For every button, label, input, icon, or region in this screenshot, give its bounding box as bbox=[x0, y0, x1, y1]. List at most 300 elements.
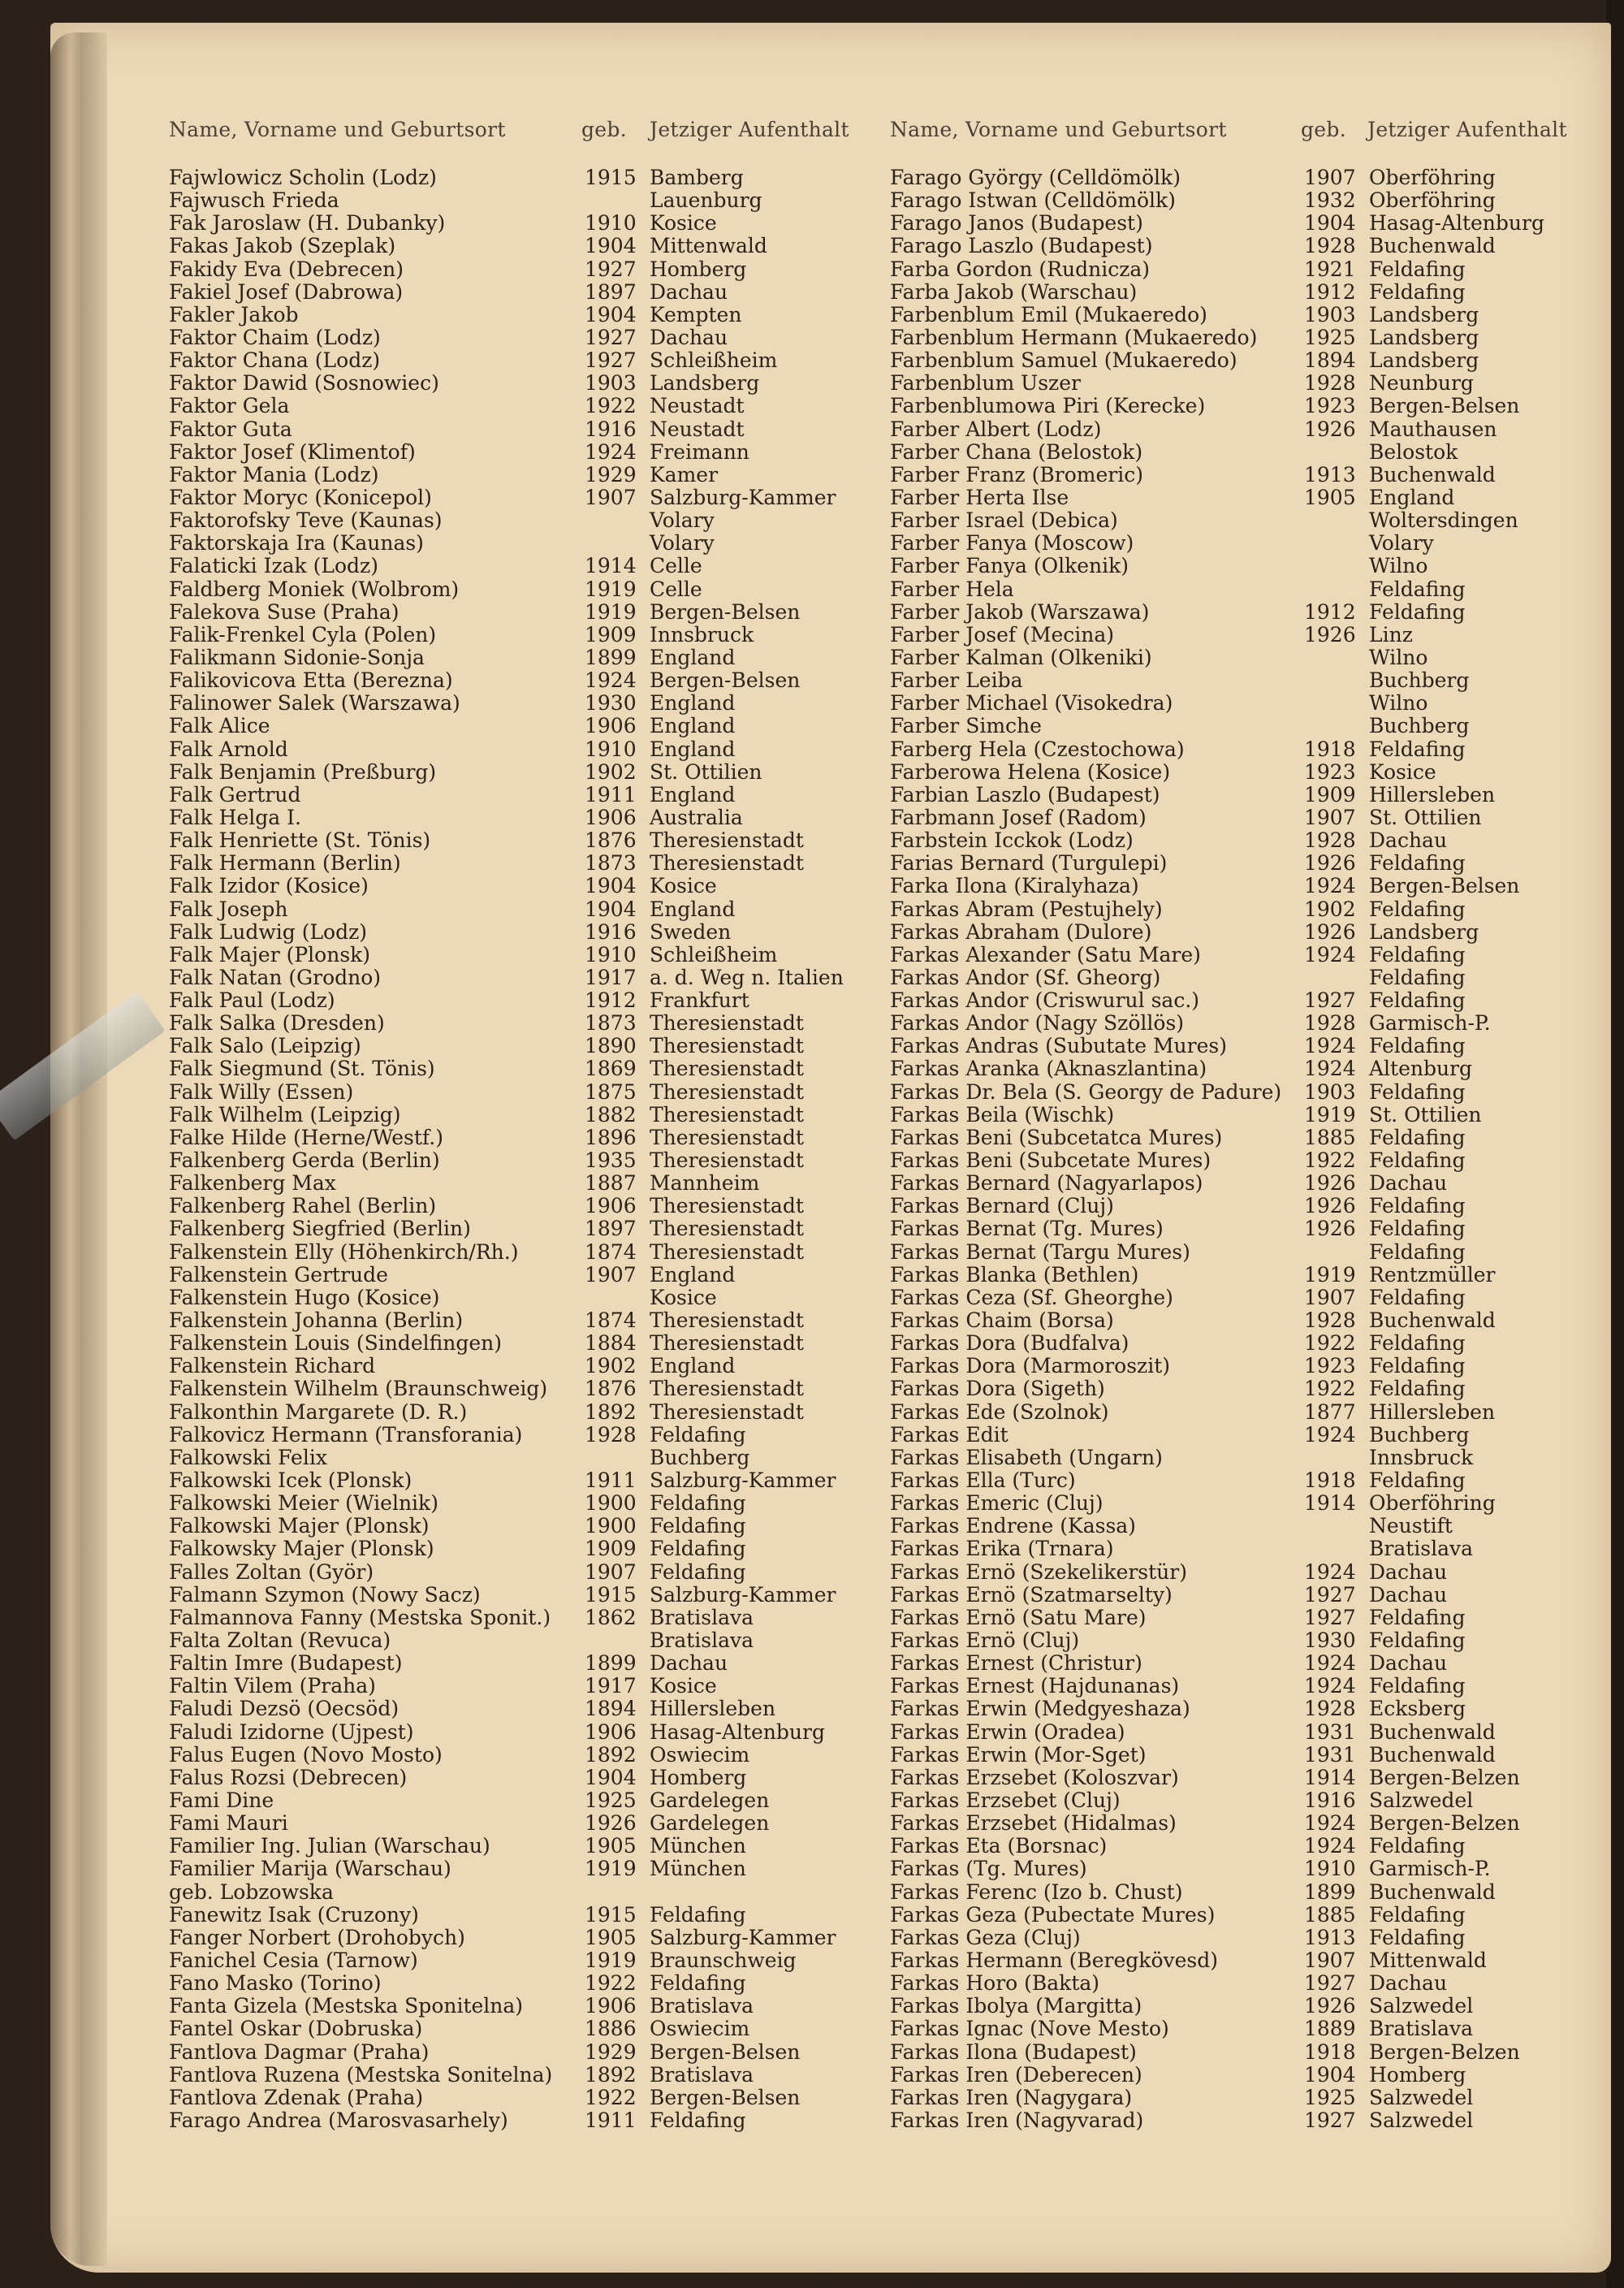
entry-current-residence: Feldafing bbox=[1369, 1034, 1466, 1058]
list-item bbox=[890, 1218, 1624, 1240]
entry-name: Farkas Geza (Pubectate Mures) bbox=[890, 1902, 1216, 1927]
entry-name: Faludi Izidorne (Ujpest) bbox=[169, 1719, 414, 1744]
entry-current-residence: Theresienstadt bbox=[650, 1011, 804, 1036]
entry-name: Falkowsky Majer (Plonsk) bbox=[169, 1537, 434, 1561]
list-item bbox=[890, 1378, 1624, 1400]
entry-current-residence: Feldafing bbox=[1369, 1834, 1466, 1858]
list-item bbox=[890, 1949, 1624, 1972]
list-item bbox=[169, 281, 916, 304]
entry-birth-year: 1907 bbox=[585, 1559, 637, 1584]
list-item bbox=[890, 167, 1624, 189]
entry-current-residence: Bergen-Belsen bbox=[650, 599, 801, 624]
entry-birth-year: 1909 bbox=[585, 622, 637, 647]
entry-current-residence: Mauthausen bbox=[1369, 417, 1497, 441]
entry-name: Faktor Dawid (Sosnowiec) bbox=[169, 371, 439, 396]
list-item bbox=[169, 235, 916, 257]
entry-birth-year: 1926 bbox=[585, 1811, 637, 1836]
entry-current-residence: Feldafing bbox=[1369, 1902, 1466, 1927]
entry-current-residence: Feldafing bbox=[650, 1902, 746, 1927]
list-item bbox=[169, 1607, 916, 1629]
entry-birth-year: 1925 bbox=[1304, 325, 1356, 349]
entry-name: Farkas Erwin (Mor-Sget) bbox=[890, 1742, 1147, 1767]
list-item bbox=[169, 761, 916, 784]
entry-current-residence: Feldafing bbox=[1369, 1148, 1466, 1173]
entry-name: Falmann Szymon (Nowy Sacz) bbox=[169, 1582, 481, 1607]
entry-current-residence: Theresienstadt bbox=[650, 1148, 804, 1173]
entry-name: Farkas Elisabeth (Ungarn) bbox=[890, 1445, 1163, 1469]
list-item bbox=[169, 1698, 916, 1720]
entry-name: Farkas Andor (Sf. Gheorg) bbox=[890, 965, 1161, 989]
list-item bbox=[890, 578, 1624, 601]
entry-birth-year: 1927 bbox=[1304, 1971, 1356, 1996]
list-item bbox=[169, 1927, 916, 1949]
entry-current-residence: England bbox=[650, 737, 736, 761]
list-item bbox=[169, 304, 916, 327]
list-item bbox=[890, 1264, 1624, 1287]
entry-birth-year: 1913 bbox=[1304, 462, 1356, 487]
list-item bbox=[890, 1447, 1624, 1469]
entry-current-residence: England bbox=[650, 714, 736, 738]
entry-name: Farkas Ernö (Szekelikerstür) bbox=[890, 1559, 1187, 1584]
list-item bbox=[169, 258, 916, 281]
list-item bbox=[169, 1035, 916, 1057]
entry-current-residence: Garmisch-P. bbox=[1369, 1857, 1491, 1881]
entry-birth-year: 1914 bbox=[1304, 1765, 1356, 1789]
list-item bbox=[890, 1195, 1624, 1218]
entry-birth-year: 1929 bbox=[585, 2039, 637, 2064]
list-item bbox=[890, 1149, 1624, 1172]
list-item bbox=[169, 189, 916, 212]
entry-current-residence: Feldafing bbox=[1369, 1468, 1466, 1493]
entry-current-residence: Theresienstadt bbox=[650, 1079, 804, 1104]
entry-name: Farber Albert (Lodz) bbox=[890, 417, 1102, 441]
entry-name: Falk Majer (Plonsk) bbox=[169, 942, 371, 967]
entry-current-residence: Theresienstadt bbox=[650, 851, 804, 876]
entry-birth-year: 1907 bbox=[1304, 1285, 1356, 1309]
list-item bbox=[169, 2018, 916, 2040]
list-item bbox=[890, 2109, 1624, 2132]
list-item bbox=[890, 1835, 1624, 1858]
entry-current-residence: Bergen-Belsen bbox=[1369, 874, 1520, 898]
list-item bbox=[890, 1584, 1624, 1607]
list-item bbox=[890, 898, 1624, 921]
entry-current-residence: Feldafing bbox=[650, 2108, 746, 2132]
entry-current-residence: Bergen-Belzen bbox=[1369, 1765, 1520, 1789]
entry-name: Falkenstein Hugo (Kosice) bbox=[169, 1285, 440, 1309]
entry-name: Farkas Erzsebet (Koloszvar) bbox=[890, 1765, 1179, 1789]
list-item bbox=[890, 1424, 1624, 1447]
list-item bbox=[890, 532, 1624, 555]
entry-current-residence: Wilno bbox=[1369, 691, 1428, 716]
entry-name: Fami Mauri bbox=[169, 1811, 288, 1836]
entry-birth-year: 1916 bbox=[585, 417, 637, 441]
entry-name: Farber Michael (Visokedra) bbox=[890, 691, 1173, 716]
entry-current-residence: Salzburg-Kammer bbox=[650, 485, 836, 509]
list-item bbox=[169, 1949, 916, 1972]
entry-birth-year: 1922 bbox=[585, 394, 637, 418]
entry-birth-year: 1917 bbox=[585, 1674, 637, 1698]
entry-birth-year: 1889 bbox=[1304, 2017, 1356, 2041]
entry-current-residence: Hasag-Altenburg bbox=[1369, 211, 1544, 236]
list-item bbox=[890, 1401, 1624, 1424]
entry-birth-year: 1927 bbox=[1304, 2108, 1356, 2132]
entry-current-residence: Mittenwald bbox=[650, 234, 767, 258]
entry-current-residence: Feldafing bbox=[650, 1491, 746, 1516]
list-item bbox=[169, 624, 916, 647]
entry-birth-year: 1907 bbox=[1304, 166, 1356, 189]
entry-current-residence: Braunschweig bbox=[650, 1948, 797, 1972]
entry-name: Farkas Horo (Bakta) bbox=[890, 1971, 1100, 1996]
entry-name: Faktor Gela bbox=[169, 394, 290, 418]
entry-name: Falk Joseph bbox=[169, 897, 288, 921]
entry-birth-year: 1915 bbox=[585, 166, 637, 189]
list-item bbox=[890, 1858, 1624, 1880]
entry-current-residence: Kamer bbox=[650, 462, 719, 487]
entry-birth-year: 1902 bbox=[585, 759, 637, 784]
list-item bbox=[169, 1012, 916, 1035]
entry-birth-year: 1906 bbox=[585, 1194, 637, 1218]
entry-current-residence: Feldafing bbox=[1369, 257, 1466, 281]
entry-current-residence: Salzburg-Kammer bbox=[650, 1582, 836, 1607]
list-item bbox=[890, 1332, 1624, 1355]
entry-name: Falk Paul (Lodz) bbox=[169, 988, 335, 1013]
entry-name: Farkas Erzsebet (Cluj) bbox=[890, 1788, 1121, 1812]
list-item bbox=[169, 327, 916, 349]
entry-current-residence: Feldafing bbox=[1369, 1377, 1466, 1401]
list-item bbox=[169, 1081, 916, 1104]
list-item bbox=[890, 2041, 1624, 2064]
entry-name: Farkas Dora (Budfalva) bbox=[890, 1331, 1129, 1356]
entry-name: Falkowski Majer (Plonsk) bbox=[169, 1514, 430, 1538]
list-item bbox=[890, 1172, 1624, 1195]
entry-name: Faktor Mania (Lodz) bbox=[169, 462, 379, 487]
entry-name: Fak Jaroslaw (H. Dubanky) bbox=[169, 211, 446, 236]
entry-name: Falk Ludwig (Lodz) bbox=[169, 919, 368, 944]
list-item bbox=[169, 1057, 916, 1080]
entry-birth-year: 1928 bbox=[1304, 234, 1356, 258]
list-item bbox=[890, 235, 1624, 257]
entry-current-residence: München bbox=[650, 1857, 746, 1881]
entry-birth-year: 1923 bbox=[1304, 1354, 1356, 1378]
entry-current-residence: Theresienstadt bbox=[650, 1034, 804, 1058]
entry-name: Falikovicova Etta (Berezna) bbox=[169, 668, 453, 693]
entry-name: Farkas Dora (Marmoroszit) bbox=[890, 1354, 1170, 1378]
entry-birth-year: 1927 bbox=[585, 257, 637, 281]
entry-birth-year: 1910 bbox=[585, 942, 637, 967]
entry-name: Falkowski Felix bbox=[169, 1445, 327, 1469]
entry-name: Farber Chana (Belostok) bbox=[890, 439, 1143, 464]
entry-birth-year: 1887 bbox=[585, 1171, 637, 1196]
entry-birth-year: 1904 bbox=[585, 874, 637, 898]
entry-birth-year: 1900 bbox=[585, 1514, 637, 1538]
entry-name: Farber Fanya (Olkenik) bbox=[890, 554, 1129, 578]
entry-birth-year: 1894 bbox=[585, 1697, 637, 1721]
entry-current-residence: Theresienstadt bbox=[650, 1377, 804, 1401]
entry-birth-year: 1904 bbox=[1304, 211, 1356, 236]
entry-name: Familier Ing. Julian (Warschau) bbox=[169, 1834, 490, 1858]
list-item bbox=[890, 2018, 1624, 2040]
entry-birth-year: 1892 bbox=[585, 2062, 637, 2087]
entry-name: Farkas Iren (Deberecen) bbox=[890, 2062, 1142, 2087]
entry-current-residence: Theresienstadt bbox=[650, 1239, 804, 1264]
entry-current-residence: Salzwedel bbox=[1369, 2108, 1474, 2132]
list-item bbox=[169, 395, 916, 417]
list-item bbox=[890, 715, 1624, 737]
list-item bbox=[169, 1904, 916, 1927]
list-item bbox=[169, 1172, 916, 1195]
list-item bbox=[890, 1698, 1624, 1720]
list-item bbox=[890, 1607, 1624, 1629]
entry-birth-year: 1917 bbox=[585, 965, 637, 989]
list-item bbox=[890, 692, 1624, 715]
entry-birth-year: 1904 bbox=[1304, 2062, 1356, 2087]
entry-name: Fantlova Ruzena (Mestska Sonitelna) bbox=[169, 2062, 553, 2087]
list-item bbox=[169, 2109, 916, 2132]
entry-current-residence: England bbox=[1369, 485, 1455, 509]
entry-name: Farkas Ede (Szolnok) bbox=[890, 1399, 1109, 1424]
entry-name: Farkas Bernat (Targu Mures) bbox=[890, 1239, 1190, 1264]
entry-current-residence: Dachau bbox=[1369, 828, 1448, 853]
entry-birth-year: 1918 bbox=[1304, 2039, 1356, 2064]
entry-birth-year: 1931 bbox=[1304, 1742, 1356, 1767]
entry-current-residence: Hillersleben bbox=[1369, 782, 1496, 807]
list-item bbox=[890, 967, 1624, 989]
list-item bbox=[169, 1492, 916, 1515]
entry-name: Farkas Ilona (Budapest) bbox=[890, 2039, 1137, 2064]
entry-birth-year: 1902 bbox=[1304, 897, 1356, 921]
entry-name: Falk Izidor (Kosice) bbox=[169, 874, 369, 898]
list-item bbox=[890, 1104, 1624, 1127]
entry-current-residence: Bratislava bbox=[650, 1605, 754, 1629]
entry-birth-year: 1928 bbox=[585, 1422, 637, 1447]
entry-current-residence: Landsberg bbox=[650, 371, 760, 396]
list-item bbox=[169, 1721, 916, 1744]
entry-name: Farkas Ella (Turc) bbox=[890, 1468, 1076, 1493]
entry-birth-year: 1906 bbox=[585, 714, 637, 738]
entry-current-residence: Theresienstadt bbox=[650, 1057, 804, 1081]
entry-current-residence: Kosice bbox=[1369, 759, 1436, 784]
entry-current-residence: Neunburg bbox=[1369, 371, 1474, 396]
entry-birth-year: 1926 bbox=[1304, 851, 1356, 876]
entry-birth-year: 1925 bbox=[585, 1788, 637, 1812]
entry-current-residence: Buchberg bbox=[1369, 668, 1470, 693]
list-item bbox=[890, 1309, 1624, 1332]
entry-name: Farkas Beni (Subcetatca Mures) bbox=[890, 1125, 1223, 1149]
list-item bbox=[169, 601, 916, 624]
entry-current-residence: Mannheim bbox=[650, 1171, 760, 1196]
entry-name: Farber Simche bbox=[890, 714, 1042, 738]
entry-name: Farka Ilona (Kiralyhaza) bbox=[890, 874, 1139, 898]
entry-current-residence: Dachau bbox=[1369, 1171, 1448, 1196]
list-item bbox=[169, 1241, 916, 1264]
entry-name: Falkenberg Siegfried (Berlin) bbox=[169, 1217, 471, 1241]
entry-birth-year: 1924 bbox=[1304, 1422, 1356, 1447]
entry-birth-year: 1919 bbox=[585, 577, 637, 601]
entry-name: Falkenberg Rahel (Berlin) bbox=[169, 1194, 437, 1218]
list-item bbox=[169, 1972, 916, 1995]
entry-birth-year: 1910 bbox=[1304, 1857, 1356, 1881]
list-item bbox=[890, 418, 1624, 441]
list-item bbox=[169, 1858, 916, 1880]
entry-name: Farkas Dora (Sigeth) bbox=[890, 1377, 1105, 1401]
entry-current-residence: Oswiecim bbox=[650, 1742, 750, 1767]
entry-birth-year: 1925 bbox=[1304, 2085, 1356, 2109]
list-item bbox=[169, 1401, 916, 1424]
header-year: geb. bbox=[581, 118, 627, 141]
entry-birth-year: 1904 bbox=[585, 1765, 637, 1789]
entry-birth-year: 1899 bbox=[585, 645, 637, 669]
entry-name: Farias Bernard (Turgulepi) bbox=[890, 851, 1168, 876]
entry-current-residence: Theresienstadt bbox=[650, 1125, 804, 1149]
entry-current-residence: Dachau bbox=[1369, 1651, 1448, 1676]
entry-current-residence: Kosice bbox=[650, 1674, 717, 1698]
list-item bbox=[890, 1927, 1624, 1949]
entry-current-residence: Schleißheim bbox=[650, 942, 778, 967]
list-item bbox=[890, 1241, 1624, 1264]
entry-birth-year: 1873 bbox=[585, 851, 637, 876]
entry-current-residence: Rentzmüller bbox=[1369, 1262, 1496, 1287]
list-item bbox=[169, 1378, 916, 1400]
entry-current-residence: Feldafing bbox=[1369, 1331, 1466, 1356]
entry-name: Farkas Ceza (Sf. Gheorghe) bbox=[890, 1285, 1173, 1309]
entry-name: Falkenstein Wilhelm (Braunschweig) bbox=[169, 1377, 548, 1401]
entry-current-residence: Landsberg bbox=[1369, 919, 1479, 944]
entry-current-residence: Landsberg bbox=[1369, 348, 1479, 373]
entry-name: Fanta Gizela (Mestska Sponitelna) bbox=[169, 1994, 524, 2018]
entry-name: Falk Salo (Leipzig) bbox=[169, 1034, 361, 1058]
entry-name: Farkas Alexander (Satu Mare) bbox=[890, 942, 1201, 967]
entry-current-residence: Oswiecim bbox=[650, 2017, 750, 2041]
entry-name: Farkas Aranka (Aknaszlantina) bbox=[890, 1057, 1207, 1081]
list-item bbox=[890, 1881, 1624, 1904]
entry-current-residence: Theresienstadt bbox=[650, 828, 804, 853]
list-item bbox=[890, 441, 1624, 464]
right-column-list bbox=[890, 167, 1624, 2132]
entry-name: Farkas Andor (Criswurul sac.) bbox=[890, 988, 1200, 1013]
entry-name: Farkas Eta (Borsnac) bbox=[890, 1834, 1108, 1858]
entry-name: Farkas Ernö (Satu Mare) bbox=[890, 1605, 1147, 1629]
list-item bbox=[890, 304, 1624, 327]
entry-name: Fakas Jakob (Szeplak) bbox=[169, 234, 396, 258]
entry-birth-year: 1877 bbox=[1304, 1399, 1356, 1424]
entry-birth-year: 1919 bbox=[1304, 1102, 1356, 1127]
entry-birth-year: 1907 bbox=[1304, 805, 1356, 829]
entry-current-residence: Celle bbox=[650, 554, 702, 578]
list-item bbox=[169, 989, 916, 1012]
entry-current-residence: Dachau bbox=[1369, 1559, 1448, 1584]
list-item bbox=[169, 647, 916, 669]
entry-current-residence: England bbox=[650, 645, 736, 669]
list-item bbox=[169, 2064, 916, 2087]
entry-current-residence: Australia bbox=[650, 805, 743, 829]
entry-current-residence: Theresienstadt bbox=[650, 1331, 804, 1356]
entry-name: Falkenstein Johanna (Berlin) bbox=[169, 1308, 464, 1333]
list-item bbox=[169, 784, 916, 807]
entry-name: Faktorskaja Ira (Kaunas) bbox=[169, 531, 424, 556]
entry-birth-year: 1924 bbox=[1304, 1811, 1356, 1836]
entry-current-residence: England bbox=[650, 1262, 736, 1287]
entry-birth-year: 1924 bbox=[1304, 1057, 1356, 1081]
list-item bbox=[169, 509, 916, 532]
entry-birth-year: 1915 bbox=[585, 1582, 637, 1607]
entry-current-residence: Buchenwald bbox=[1369, 1879, 1496, 1904]
list-item bbox=[890, 189, 1624, 212]
entry-name: Falk Salka (Dresden) bbox=[169, 1011, 385, 1036]
list-item bbox=[169, 1652, 916, 1675]
entry-name: Farkas Ernö (Szatmarselty) bbox=[890, 1582, 1173, 1607]
list-item bbox=[890, 1355, 1624, 1378]
list-item bbox=[169, 578, 916, 601]
entry-name: Familier Marija (Warschau) bbox=[169, 1857, 451, 1881]
entry-current-residence: Innsbruck bbox=[650, 622, 754, 647]
entry-current-residence: Freimann bbox=[650, 439, 749, 464]
list-item bbox=[169, 692, 916, 715]
entry-name: Falk Gertrud bbox=[169, 782, 301, 807]
entry-current-residence: Feldafing bbox=[1369, 1194, 1466, 1218]
entry-birth-year: 1932 bbox=[1304, 188, 1356, 213]
list-item bbox=[169, 1881, 916, 1904]
header-name: Name, Vorname und Geburtsort bbox=[169, 118, 506, 141]
entry-current-residence: Feldafing bbox=[650, 1514, 746, 1538]
entry-birth-year: 1918 bbox=[1304, 737, 1356, 761]
entry-current-residence: Landsberg bbox=[1369, 302, 1479, 327]
entry-current-residence: Buchenwald bbox=[1369, 1742, 1496, 1767]
list-item bbox=[169, 487, 916, 509]
entry-name: Farkas Bernard (Cluj) bbox=[890, 1194, 1114, 1218]
list-item bbox=[890, 1744, 1624, 1767]
entry-birth-year: 1924 bbox=[1304, 1651, 1356, 1676]
entry-current-residence: Linz bbox=[1369, 622, 1413, 647]
entry-birth-year: 1923 bbox=[1304, 759, 1356, 784]
header-year: geb. bbox=[1301, 118, 1346, 141]
entry-birth-year: 1909 bbox=[585, 1537, 637, 1561]
entry-birth-year: 1862 bbox=[585, 1605, 637, 1629]
list-item bbox=[890, 738, 1624, 761]
entry-birth-year: 1903 bbox=[1304, 1079, 1356, 1104]
entry-birth-year: 1918 bbox=[1304, 1468, 1356, 1493]
entry-birth-year: 1926 bbox=[1304, 1994, 1356, 2018]
list-item bbox=[890, 1287, 1624, 1309]
entry-current-residence: Feldafing bbox=[1369, 942, 1466, 967]
entry-birth-year: 1907 bbox=[585, 1262, 637, 1287]
list-item bbox=[169, 715, 916, 737]
entry-name: Farkas Andor (Nagy Szöllös) bbox=[890, 1011, 1185, 1036]
list-item bbox=[890, 1012, 1624, 1035]
entry-current-residence: Salzburg-Kammer bbox=[650, 1925, 836, 1949]
entry-current-residence: Feldafing bbox=[1369, 1217, 1466, 1241]
entry-name: Farberg Hela (Czestochowa) bbox=[890, 737, 1185, 761]
entry-current-residence: Feldafing bbox=[1369, 988, 1466, 1013]
entry-name: Faltin Vilem (Praha) bbox=[169, 1674, 376, 1698]
entry-birth-year: 1927 bbox=[1304, 1582, 1356, 1607]
list-item bbox=[169, 167, 916, 189]
entry-name: Falkonthin Margarete (D. R.) bbox=[169, 1399, 468, 1424]
list-item bbox=[890, 395, 1624, 417]
entry-birth-year: 1899 bbox=[1304, 1879, 1356, 1904]
entry-birth-year: 1910 bbox=[585, 211, 637, 236]
list-item bbox=[890, 1812, 1624, 1835]
entry-name: Farkas Endrene (Kassa) bbox=[890, 1514, 1136, 1538]
entry-name: Falkenstein Elly (Höhenkirch/Rh.) bbox=[169, 1239, 519, 1264]
entry-birth-year: 1930 bbox=[585, 691, 637, 716]
entry-name: Falk Alice bbox=[169, 714, 270, 738]
entry-current-residence: England bbox=[650, 782, 736, 807]
list-item bbox=[169, 807, 916, 829]
list-item bbox=[890, 829, 1624, 852]
entry-name: Faktorofsky Teve (Kaunas) bbox=[169, 508, 443, 533]
entry-name: Farago Andrea (Marosvasarhely) bbox=[169, 2108, 508, 2132]
list-item bbox=[890, 1515, 1624, 1538]
